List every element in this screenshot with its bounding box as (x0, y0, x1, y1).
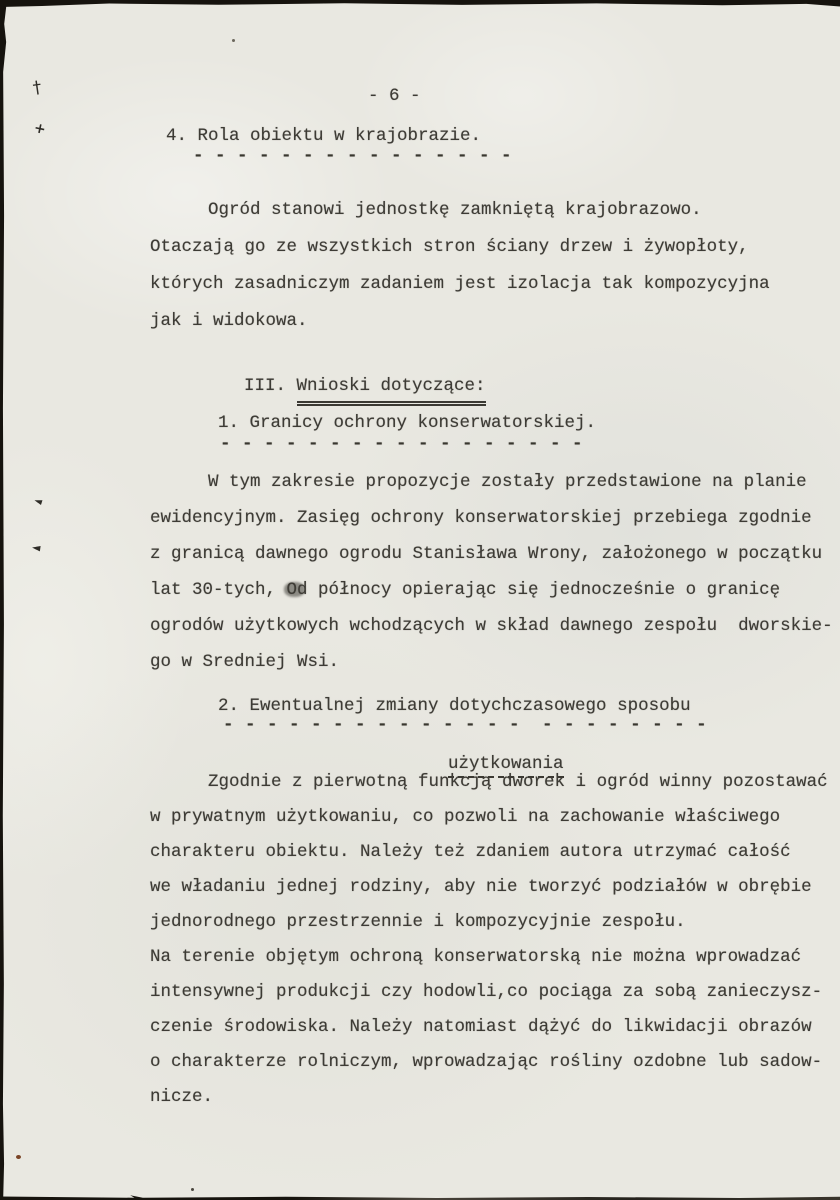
typed-line: ewidencyjnym. Zasięg ochrony konserwatorskiej przebiega zgodnie (150, 508, 812, 528)
typed-line: intensywnej produkcji czy hodowli,co pociąga za sobą zanieczysz- (150, 982, 823, 1002)
subsection-heading-granice: 1. Granicy ochrony konserwatorskiej. (218, 413, 597, 433)
dashed-underline: - - - - - - - - - - - - - - - (193, 146, 513, 166)
paragraph-zmiany (150, 765, 840, 1115)
chapter-heading-wnioski (202, 356, 486, 416)
chapter-number: III. (244, 376, 297, 396)
paper-speck (16, 1155, 21, 1159)
typed-line: czenie środowiska. Należy natomiast dążyć do likwidacji obrazów (150, 1017, 812, 1037)
page-number: - 6 - (368, 86, 421, 106)
typed-line: W tym zakresie propozycje zostały przedstawione na planie (208, 472, 807, 492)
dashed-underline: - - - - - - - - - - - - - - - - - - - - - - (223, 715, 708, 735)
scan-edge-bottom (0, 1195, 840, 1200)
typed-line: Zgodnie z pierwotną funkcją dworek i ogród winny pozostawać (208, 772, 828, 792)
margin-mark: ◄ (31, 540, 42, 555)
paper-speck (232, 39, 235, 42)
typed-line: ogrodów użytkowych wchodzących w skład dawnego zespołu dworskie- (150, 616, 833, 636)
typed-line: o charakterze rolniczym, wprowadzając rośliny ozdobne lub sadow- (150, 1052, 823, 1072)
typed-line: Na terenie objętym ochroną konserwatorską nie można wprowadzać (150, 947, 802, 967)
typed-line: których zasadniczym zadaniem jest izolacja tak kompozycyjna (150, 274, 770, 294)
subsection-subtitle-text: użytkowania (448, 754, 564, 778)
dashed-underline: - - - - - - - - - - - - - - - - - (220, 434, 584, 454)
typed-line: lat 30-tych, Od północy opierając się jednocześnie o granicę (150, 580, 781, 600)
paragraph-rola (150, 192, 840, 340)
typed-line: jednorodnego przestrzennie i kompozycyjnie zespołu. (150, 912, 686, 932)
chapter-title: Wnioski dotyczące: (297, 376, 486, 406)
typed-line: jak i widokowa. (150, 311, 308, 331)
paper-speck (191, 1188, 194, 1191)
margin-mark: ◄ (32, 495, 44, 508)
typed-line: go w Sredniej Wsi. (150, 652, 340, 672)
typed-line: charakteru obiektu. Należy też zdaniem autora utrzymać całość (150, 842, 791, 862)
typed-line: Otaczają go ze wszystkich stron ściany drzew i żywopłoty, (150, 237, 749, 257)
typed-line: w prywatnym użytkowaniu, co pozwoli na zachowanie właściwego (150, 807, 781, 827)
typed-line: we władaniu jednej rodziny, aby nie tworzyć podziałów w obrębie (150, 877, 812, 897)
margin-mark: † (31, 77, 43, 99)
margin-mark: + (32, 119, 48, 139)
typed-line: Ogród stanowi jednostkę zamkniętą krajobrazowo. (208, 200, 702, 220)
scan-edge-top (0, 0, 840, 7)
typed-line: nicze. (150, 1087, 214, 1107)
paragraph-granice (150, 464, 840, 680)
subsection-heading-zmiany: 2. Ewentualnej zmiany dotychczasowego sposobu (218, 696, 691, 716)
section-heading-rola: 4. Rola obiektu w krajobrazie. (166, 126, 482, 146)
typed-line: z granicą dawnego ogrodu Stanisława Wrony, założonego w początku (150, 544, 823, 564)
scan-edge-left (0, 0, 7, 1200)
